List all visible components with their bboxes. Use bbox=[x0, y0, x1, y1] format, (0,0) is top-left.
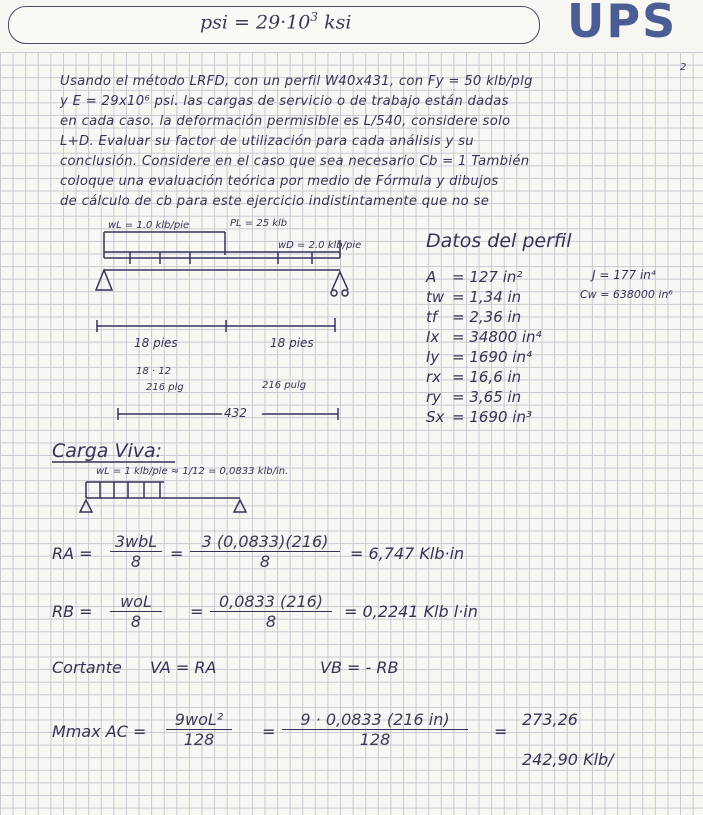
span1-label: 18 pies bbox=[134, 336, 178, 350]
profile-row-value: = 1690 in⁴ bbox=[452, 348, 532, 366]
live-load-title: Carga Viva: bbox=[52, 440, 163, 462]
moment-label: Mmax AC = bbox=[52, 722, 147, 741]
profile-row-label: A bbox=[426, 268, 437, 286]
rb-denominator-2: 8 bbox=[265, 612, 277, 631]
roller-support-right bbox=[332, 272, 348, 290]
inches2-label: 216 pulg bbox=[262, 380, 307, 391]
span2-label: 18 pies bbox=[270, 336, 314, 350]
profile-row-value: = 2,36 in bbox=[452, 308, 522, 326]
profile-row-label: Sx bbox=[426, 408, 445, 426]
rb-equals: = bbox=[190, 602, 204, 621]
ra-numerator-2: 3 (0,0833)(216) bbox=[190, 532, 340, 552]
live-load-value: wL = 1 klb/pie ≈ 1/12 = 0,0833 klb/in. bbox=[96, 466, 289, 477]
ra-numerator: 3wbL bbox=[110, 532, 162, 552]
rb-denominator: 8 bbox=[130, 612, 142, 631]
profile-row-value: = 1690 in³ bbox=[452, 408, 532, 426]
problem-line-7: de cálculo de cb para este ejercicio indistintamente que no se bbox=[60, 194, 490, 209]
moment-denominator: 128 bbox=[183, 730, 215, 749]
problem-line-5: conclusión. Considere en el caso que sea necesario Cb = 1 También bbox=[60, 154, 530, 169]
ups-logo: UPS bbox=[567, 0, 678, 48]
ra-result: = 6,747 Klb·in bbox=[350, 544, 465, 563]
profile-row-value: = 34800 in⁴ bbox=[452, 328, 542, 346]
rb-fraction bbox=[110, 592, 162, 631]
shear-label: Cortante bbox=[52, 658, 122, 677]
problem-line-2: y E = 29x10⁶ psi. las cargas de servicio o de trabajo están dadas bbox=[60, 94, 509, 109]
header-formula-text: psi = 29·10 bbox=[200, 11, 311, 34]
profile-row-value: = 3,65 in bbox=[452, 388, 522, 406]
moment-numerator: 9woL² bbox=[166, 710, 232, 730]
warping-constant-Cw: Cw = 638000 in⁶ bbox=[580, 288, 673, 301]
moment-result-2: 242,90 Klb/ bbox=[522, 750, 614, 769]
ra-denominator-2: 8 bbox=[259, 552, 271, 571]
profile-row-label: tw bbox=[426, 288, 445, 306]
moment-numerator-2: 9 · 0,0833 (216 in) bbox=[282, 710, 468, 730]
header-formula-exponent: 3 bbox=[310, 10, 319, 24]
problem-line-1: Usando el método LRFD, con un perfil W40x431, con Fy = 50 klb/plg bbox=[60, 74, 533, 89]
ra-fraction bbox=[110, 532, 162, 571]
problem-line-3: en cada caso. la deformación permisible es L/540, considere solo bbox=[60, 114, 511, 129]
pin-support-live-right bbox=[234, 500, 246, 512]
rb-fraction-2 bbox=[210, 592, 332, 631]
moment-equals: = bbox=[262, 722, 276, 741]
problem-superscript: 2 bbox=[680, 62, 687, 73]
profile-row-value: = 16,6 in bbox=[452, 368, 522, 386]
rb-result: = 0,2241 Klb l·in bbox=[344, 602, 478, 621]
profile-title: Datos del perfil bbox=[426, 230, 572, 252]
rb-numerator-2: 0,0833 (216) bbox=[210, 592, 332, 612]
header-formula-unit: ksi bbox=[324, 11, 352, 34]
pin-support-left bbox=[96, 270, 112, 290]
inches1-label: 216 plg bbox=[146, 382, 184, 393]
profile-row-value: = 1,34 in bbox=[452, 288, 522, 306]
rb-label: RB = bbox=[52, 602, 93, 621]
ra-label: RA = bbox=[52, 544, 93, 563]
ra-equals: = bbox=[170, 544, 184, 563]
torsion-constant-J: J = 177 in⁴ bbox=[592, 268, 656, 282]
profile-row-label: tf bbox=[426, 308, 438, 326]
moment-equals-2: = bbox=[494, 722, 508, 741]
ra-denominator: 8 bbox=[130, 552, 142, 571]
problem-line-4: L+D. Evaluar su factor de utilización para cada análisis y su bbox=[60, 134, 474, 149]
problem-line-6: coloque una evaluación teórica por medio de Fórmula y dibujos bbox=[60, 174, 499, 189]
profile-row-label: Ix bbox=[426, 328, 440, 346]
moment-fraction bbox=[166, 710, 232, 749]
shear-va: VA = RA bbox=[150, 658, 217, 677]
profile-row-label: Iy bbox=[426, 348, 440, 366]
conversion-label: 18 · 12 bbox=[136, 366, 171, 377]
profile-row-label: rx bbox=[426, 368, 442, 386]
moment-fraction-2 bbox=[282, 710, 468, 749]
profile-row-value: = 127 in² bbox=[452, 268, 523, 286]
moment-denominator-2: 128 bbox=[359, 730, 391, 749]
wd-label: wD = 2.0 klb/pie bbox=[278, 240, 362, 251]
shear-vb: VB = - RB bbox=[320, 658, 399, 677]
pl-label: PL = 25 klb bbox=[230, 218, 288, 229]
wl-label: wL = 1.0 klb/pie bbox=[108, 220, 190, 231]
total-length-label: 432 bbox=[224, 406, 247, 420]
pin-support-live-left bbox=[80, 500, 92, 512]
ra-fraction-2 bbox=[190, 532, 340, 571]
profile-row-label: ry bbox=[426, 388, 442, 406]
rb-numerator: woL bbox=[110, 592, 162, 612]
moment-result-1: 273,26 bbox=[522, 710, 578, 729]
